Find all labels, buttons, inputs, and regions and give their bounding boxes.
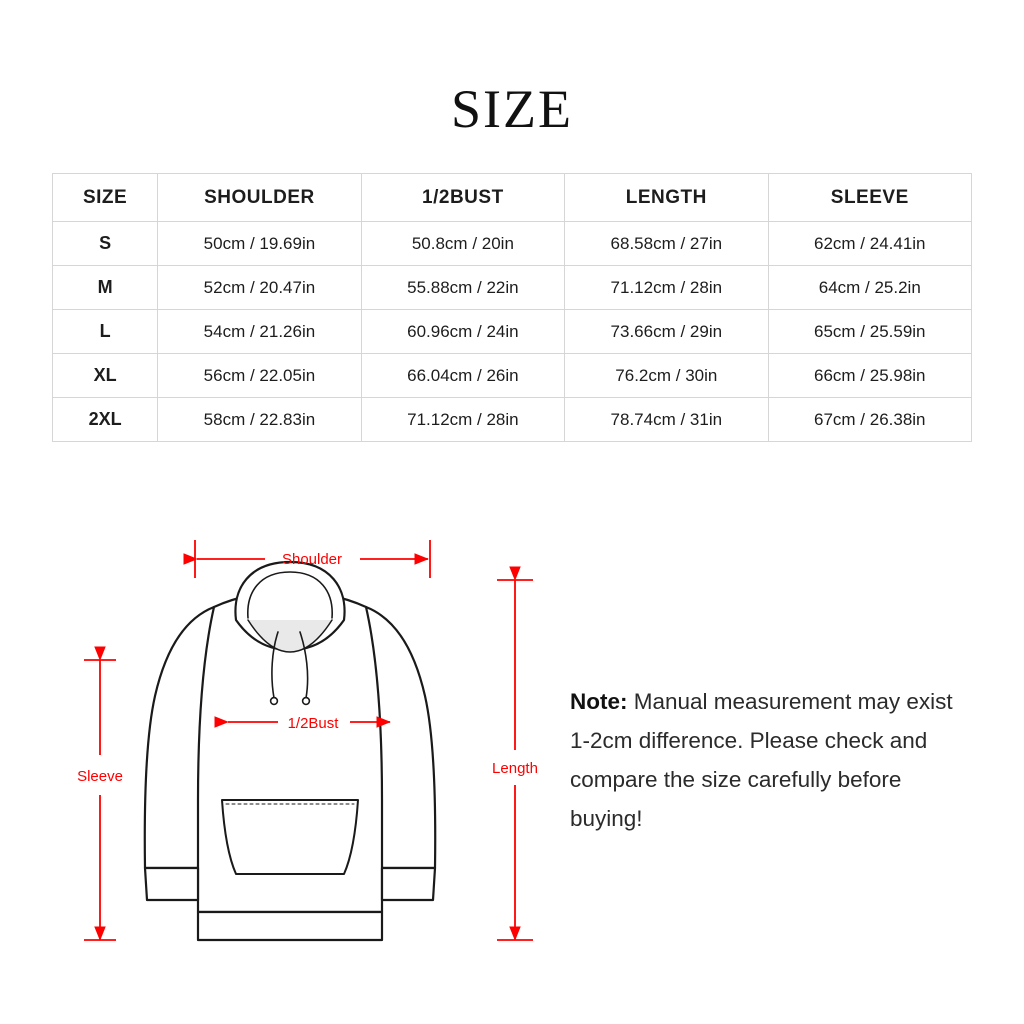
half-bust-label: 1/2Bust bbox=[287, 715, 339, 732]
hoodie-measurement-diagram bbox=[0, 500, 560, 970]
cell-length: 68.58cm / 27in bbox=[565, 222, 768, 266]
column-header-sleeve: SLEEVE bbox=[768, 174, 971, 222]
length-label: Length bbox=[492, 760, 538, 777]
cell-size: 2XL bbox=[53, 398, 158, 442]
cell-halfbust: 66.04cm / 26in bbox=[361, 354, 564, 398]
table-row bbox=[53, 398, 972, 442]
table-row bbox=[53, 266, 972, 310]
table-header-row bbox=[53, 174, 972, 222]
cell-size: L bbox=[53, 310, 158, 354]
cell-halfbust: 71.12cm / 28in bbox=[361, 398, 564, 442]
shoulder-label: Shoulder bbox=[281, 551, 343, 568]
cell-sleeve: 66cm / 25.98in bbox=[768, 354, 971, 398]
cell-halfbust: 60.96cm / 24in bbox=[361, 310, 564, 354]
cell-size: M bbox=[53, 266, 158, 310]
cell-sleeve: 64cm / 25.2in bbox=[768, 266, 971, 310]
column-header-length: LENGTH bbox=[565, 174, 768, 222]
cell-length: 78.74cm / 31in bbox=[565, 398, 768, 442]
sleeve-label: Sleeve bbox=[77, 768, 123, 785]
table-row bbox=[53, 222, 972, 266]
cell-shoulder: 58cm / 22.83in bbox=[158, 398, 361, 442]
table-row bbox=[53, 354, 972, 398]
cell-shoulder: 50cm / 19.69in bbox=[158, 222, 361, 266]
note-label: Note: bbox=[570, 689, 628, 714]
table-row bbox=[53, 310, 972, 354]
cell-halfbust: 55.88cm / 22in bbox=[361, 266, 564, 310]
cell-sleeve: 65cm / 25.59in bbox=[768, 310, 971, 354]
cell-sleeve: 62cm / 24.41in bbox=[768, 222, 971, 266]
page-title: SIZE bbox=[451, 79, 573, 139]
cell-shoulder: 56cm / 22.05in bbox=[158, 354, 361, 398]
size-chart-table bbox=[52, 173, 972, 442]
note-text bbox=[570, 682, 970, 838]
cell-length: 73.66cm / 29in bbox=[565, 310, 768, 354]
cell-length: 71.12cm / 28in bbox=[565, 266, 768, 310]
cell-shoulder: 52cm / 20.47in bbox=[158, 266, 361, 310]
cell-size: S bbox=[53, 222, 158, 266]
cell-length: 76.2cm / 30in bbox=[565, 354, 768, 398]
column-header-halfbust: 1/2BUST bbox=[361, 174, 564, 222]
note-body: Manual measurement may exist 1-2cm difference. Please check and compare the size carefully before buying! bbox=[570, 689, 953, 831]
cell-sleeve: 67cm / 26.38in bbox=[768, 398, 971, 442]
column-header-shoulder: SHOULDER bbox=[158, 174, 361, 222]
column-header-size: SIZE bbox=[53, 174, 158, 222]
cell-shoulder: 54cm / 21.26in bbox=[158, 310, 361, 354]
cell-size: XL bbox=[53, 354, 158, 398]
cell-halfbust: 50.8cm / 20in bbox=[361, 222, 564, 266]
